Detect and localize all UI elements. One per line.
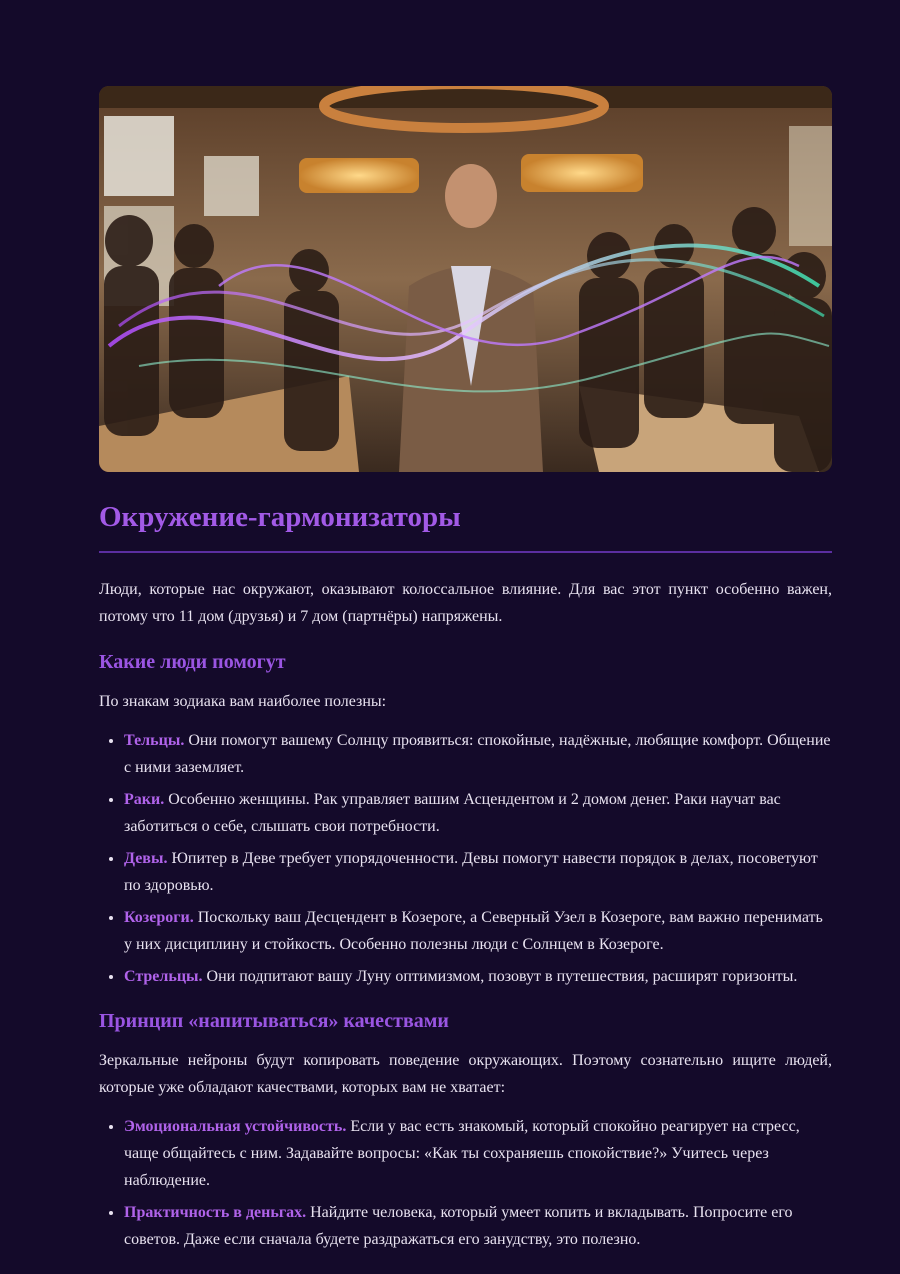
section-heading-helpful-people: Какие люди помогут (99, 650, 286, 673)
section-lead: По знакам зодиака вам наиболее полезны: (99, 692, 387, 710)
list-item-text: Они помогут вашему Солнцу проявиться: спокойные, надёжные, любящие комфорт. Общение с ними заземляет. (124, 731, 831, 776)
hero-photo (99, 86, 832, 472)
list-item (124, 1199, 832, 1253)
list-item-text: Особенно женщины. Рак управляет вашим Асцендентом и 2 домом денег. Раки научат вас заботиться о себе, слышать свои потребности. (124, 790, 781, 835)
list-item (124, 904, 832, 958)
list-item-term: Раки. (124, 790, 165, 808)
list-item (124, 786, 832, 840)
list-item-text: Если у вас есть знакомый, который спокойно реагирует на стресс, чаще общайтесь с ним. Задавайте вопросы: «Как ты сохраняешь спокойствие?» Учитесь через наблюдение. (124, 1117, 800, 1189)
article (99, 500, 832, 1258)
list-item-text: Они подпитают вашу Луну оптимизмом, позовут в путешествия, расширят горизонты. (202, 967, 798, 985)
section-lead: Зеркальные нейроны будут копировать поведение окружающих. Поэтому сознательно ищите людей, которые уже обладают качествами, которых вам не хватает: (99, 1051, 832, 1096)
page-title: Окружение-гармонизаторы (99, 500, 832, 553)
list-item (124, 727, 832, 781)
intro-paragraph: Люди, которые нас окружают, оказывают колоссальное влияние. Для вас этот пункт особенно важен, потому что 11 дом (друзья) и 7 дом (партнёры) напряжены. (99, 580, 832, 625)
section-heading-qualities: Принцип «напитываться» качествами (99, 1009, 449, 1032)
qualities-list (99, 1113, 832, 1253)
list-item-term: Тельцы. (124, 731, 185, 749)
list-item-term: Практичность в деньгах. (124, 1203, 307, 1221)
zodiac-list (99, 727, 832, 990)
list-item (124, 963, 832, 990)
list-item-term: Эмоциональная устойчивость. (124, 1117, 347, 1135)
hero-illustration (99, 86, 832, 472)
list-item (124, 1113, 832, 1194)
list-item-text: Найдите человека, который умеет копить и вкладывать. Попросите его советов. Даже если сначала будете раздражаться его занудству, это полезно. (124, 1203, 793, 1248)
list-item-term: Девы. (124, 849, 168, 867)
list-item-term: Козероги. (124, 908, 194, 926)
list-item-text: Поскольку ваш Десцендент в Козероге, а Северный Узел в Козероге, вам важно перенимать у них дисциплину и стойкость. Особенно полезны люди с Солнцем в Козероге. (124, 908, 823, 953)
list-item-text: Юпитер в Деве требует упорядоченности. Девы помогут навести порядок в делах, посоветуют по здоровью. (124, 849, 818, 894)
list-item-term: Стрельцы. (124, 967, 203, 985)
list-item (124, 845, 832, 899)
